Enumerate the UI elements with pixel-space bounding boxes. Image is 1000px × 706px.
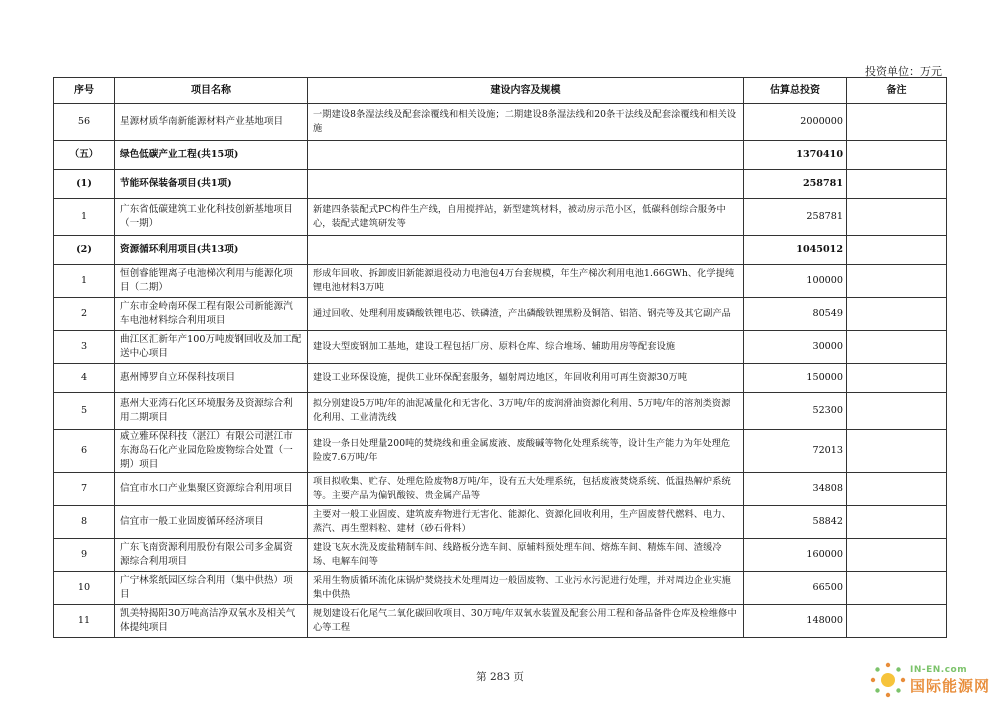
row-name: 广东市金岭南环保工程有限公司新能源汽车电池材料综合利用项目: [115, 298, 308, 331]
row-content: 采用生物质循环流化床锅炉焚烧技术处理周边一般固废物、工业污水污泥进行处理，并对周边企业实施集中供热: [308, 572, 744, 605]
row-seq: 8: [54, 506, 115, 539]
row-seq: 9: [54, 539, 115, 572]
table-row: [54, 605, 947, 638]
row-investment: 30000: [744, 331, 847, 364]
row-content: 一期建设8条湿法线及配套涂覆线和相关设施；二期建设8条湿法线和20条干法线及配套涂覆线和相关设施: [308, 104, 744, 141]
row-name: 节能环保装备项目(共1项): [115, 170, 308, 199]
row-name: 绿色低碳产业工程(共15项): [115, 141, 308, 170]
row-investment: 80549: [744, 298, 847, 331]
row-name: 资源循环利用项目(共13项): [115, 236, 308, 265]
row-remark: [847, 141, 947, 170]
row-remark: [847, 506, 947, 539]
row-name: 广东飞南资源利用股份有限公司多金属资源综合利用项目: [115, 539, 308, 572]
row-content: 建设飞灰水洗及废盐精制车间、线路板分选车间、原辅料预处理车间、熔炼车间、精炼车间、渣缓冷场、电解车间等: [308, 539, 744, 572]
row-name: 广东省低碳建筑工业化科技创新基地项目（一期）: [115, 199, 308, 236]
row-content: 项目拟收集、贮存、处理危险废物8万吨/年，设有五大处理系统，包括废液焚烧系统、低温热解炉系统等。主要产品为偏钒酸铵、贵金属产品等: [308, 473, 744, 506]
row-name: 惠州博罗自立环保科技项目: [115, 364, 308, 393]
table-row: [54, 199, 947, 236]
table-row: [54, 393, 947, 430]
table-row: [54, 430, 947, 473]
row-remark: [847, 393, 947, 430]
row-investment: 58842: [744, 506, 847, 539]
row-name: 凯美特揭阳30万吨高洁净双氧水及相关气体提纯项目: [115, 605, 308, 638]
row-content: 建设一条日处理量200吨的焚烧线和重金属废液、废酸碱等物化处理系统等，设计生产能力为年处理危险废7.6万吨/年: [308, 430, 744, 473]
row-investment: 2000000: [744, 104, 847, 141]
row-investment: 52300: [744, 393, 847, 430]
row-content: 形成年回收、拆卸废旧新能源退役动力电池包4万台套规模，年生产梯次利用电池1.66GWh、化学提纯锂电池材料3万吨: [308, 265, 744, 298]
row-seq: 1: [54, 265, 115, 298]
row-remark: [847, 104, 947, 141]
row-seq: 3: [54, 331, 115, 364]
table-row: [54, 141, 947, 170]
row-seq: 6: [54, 430, 115, 473]
row-remark: [847, 364, 947, 393]
row-content: 建设工业环保设施，提供工业环保配套服务，辐射周边地区，年回收利用可再生资源30万吨: [308, 364, 744, 393]
table-row: [54, 298, 947, 331]
table-row: [54, 364, 947, 393]
row-remark: [847, 236, 947, 265]
row-seq: (1): [54, 170, 115, 199]
header-remark: 备注: [847, 78, 947, 104]
watermark-en: IN-EN.com: [909, 664, 968, 675]
row-investment: 100000: [744, 265, 847, 298]
row-content: 主要对一般工业固废、建筑废弃物进行无害化、能源化、资源化回收利用，生产固废替代燃料、电力、蒸汽、再生塑料粒、建材（砂石骨料）: [308, 506, 744, 539]
row-seq: 2: [54, 298, 115, 331]
table-row: [54, 539, 947, 572]
investment-unit-label: 投资单位：万元: [865, 65, 942, 78]
table-row: [54, 572, 947, 605]
row-name: 广宁林浆纸园区综合利用（集中供热）项目: [115, 572, 308, 605]
header-seq: 序号: [54, 78, 115, 104]
row-remark: [847, 430, 947, 473]
row-remark: [847, 572, 947, 605]
row-remark: [847, 265, 947, 298]
row-name: 曲江区汇新年产100万吨废钢回收及加工配送中心项目: [115, 331, 308, 364]
row-seq: （五）: [54, 141, 115, 170]
row-remark: [847, 199, 947, 236]
row-content: 通过回收、处理利用废磷酸铁锂电芯、铁磷渣，产出磷酸铁锂黑粉及铜箔、铝箔、钢壳等及其它副产品: [308, 298, 744, 331]
row-investment: 148000: [744, 605, 847, 638]
row-investment: 258781: [744, 170, 847, 199]
row-seq: 10: [54, 572, 115, 605]
row-seq: 56: [54, 104, 115, 141]
table-row: [54, 236, 947, 265]
row-investment: 66500: [744, 572, 847, 605]
watermark-cn: 国际能源网: [909, 676, 990, 695]
table-row: [54, 506, 947, 539]
row-content: [308, 141, 744, 170]
row-seq: 11: [54, 605, 115, 638]
row-seq: 7: [54, 473, 115, 506]
header-content: 建设内容及规模: [308, 78, 744, 104]
row-remark: [847, 170, 947, 199]
watermark-logo: [868, 660, 990, 700]
table-row: [54, 265, 947, 298]
header-name: 项目名称: [115, 78, 308, 104]
row-name: 惠州大亚湾石化区环境服务及资源综合利用二期项目: [115, 393, 308, 430]
row-content: 规划建设石化尾气二氧化碳回收项目、30万吨/年双氧水装置及配套公用工程和备品备件仓库及检维修中心等工程: [308, 605, 744, 638]
table-row: [54, 104, 947, 141]
row-name: 恒创睿能锂离子电池梯次利用与能源化项目（二期）: [115, 265, 308, 298]
row-investment: 34808: [744, 473, 847, 506]
row-remark: [847, 331, 947, 364]
page-number: 第 283 页: [476, 671, 524, 683]
row-remark: [847, 473, 947, 506]
row-seq: (2): [54, 236, 115, 265]
table-header-row: [54, 78, 947, 104]
row-seq: 5: [54, 393, 115, 430]
project-table: [53, 77, 947, 638]
header-investment: 估算总投资: [744, 78, 847, 104]
row-remark: [847, 539, 947, 572]
row-content: [308, 236, 744, 265]
row-name: 信宜市一般工业固废循环经济项目: [115, 506, 308, 539]
row-seq: 4: [54, 364, 115, 393]
row-investment: 150000: [744, 364, 847, 393]
table-row: [54, 331, 947, 364]
row-seq: 1: [54, 199, 115, 236]
row-name: 威立雅环保科技（湛江）有限公司湛江市东海岛石化产业园危险废物综合处置（一期）项目: [115, 430, 308, 473]
row-investment: 160000: [744, 539, 847, 572]
row-investment: 1045012: [744, 236, 847, 265]
table-body: [54, 104, 947, 638]
row-remark: [847, 605, 947, 638]
row-content: 拟分别建设5万吨/年的油泥减量化和无害化、3万吨/年的废润滑油资源化利用、5万吨/年的溶剂类资源化利用、工业清洗线: [308, 393, 744, 430]
row-name: 星源材质华南新能源材料产业基地项目: [115, 104, 308, 141]
row-investment: 1370410: [744, 141, 847, 170]
table-row: [54, 473, 947, 506]
row-content: 建设大型废钢加工基地，建设工程包括厂房、原料仓库、综合堆场、辅助用房等配套设施: [308, 331, 744, 364]
row-content: [308, 170, 744, 199]
sun-logo-icon: [868, 660, 908, 700]
row-investment: 72013: [744, 430, 847, 473]
table-row: [54, 170, 947, 199]
row-content: 新建四条装配式PC构件生产线，自用搅拌站，新型建筑材料，被动房示范小区，低碳科创综合服务中心，装配式建筑研发等: [308, 199, 744, 236]
row-investment: 258781: [744, 199, 847, 236]
row-remark: [847, 298, 947, 331]
row-name: 信宜市水口产业集聚区资源综合利用项目: [115, 473, 308, 506]
